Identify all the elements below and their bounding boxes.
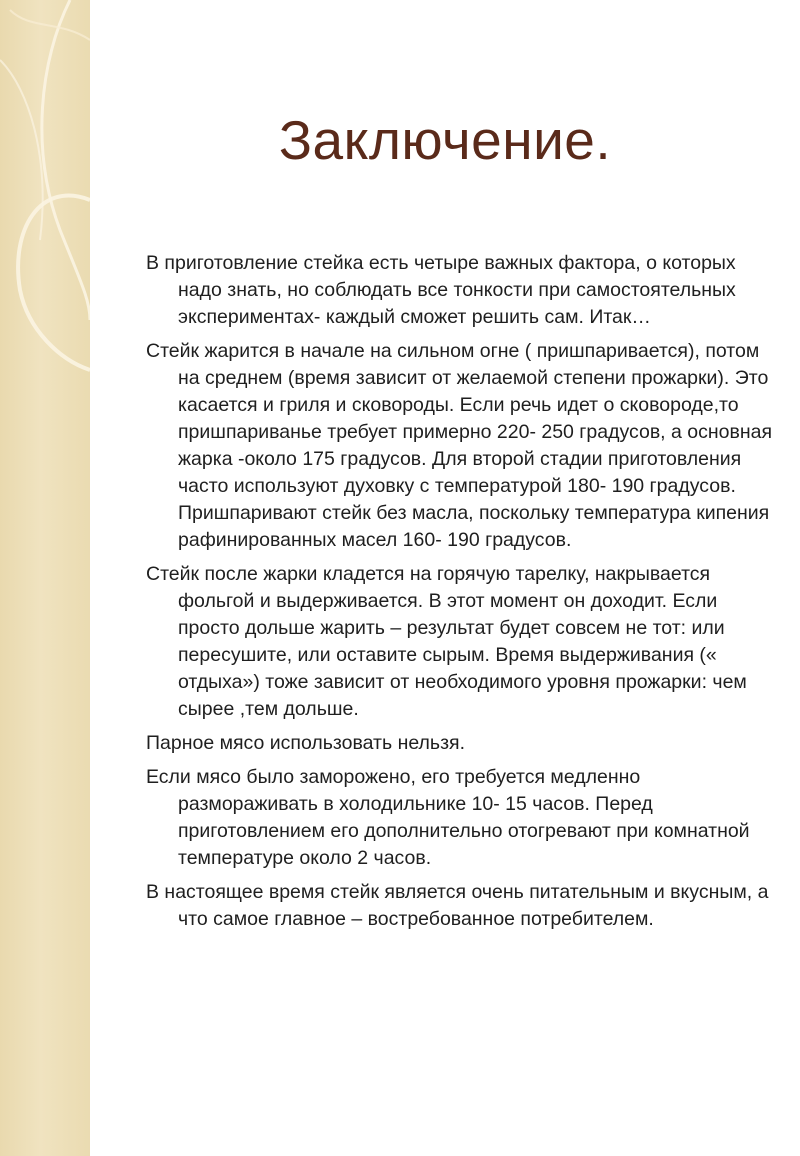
- decorative-swirl-graphic: [0, 0, 90, 1156]
- decorative-side-band: [0, 0, 90, 1156]
- body-paragraph: Стейк жарится в начале на сильном огне ( пришпаривается), потом на среднем (время зависит от желаемой степени прожарки). Это касается и гриля и сковороды. Если речь идет о сковороде,то пришпариванье требует примерно 220- 250 градусов, а основная жарка -около 175 градусов. Для второй стадии приготовления часто используют духовку с температурой 180- 190 градусов. Пришпаривают стейк без масла, поскольку температура кипения рафинированных масел 160- 190 градусов.: [146, 340, 773, 551]
- body-paragraph: Если мясо было заморожено, его требуется медленно размораживать в холодильнике 10- 15 часов. Перед приготовлением его дополнительно отогревают при комнатной температуре около 2 часов.: [146, 766, 750, 869]
- body-paragraph: Стейк после жарки кладется на горячую тарелку, накрывается фольгой и выдерживается. В этот момент он доходит. Если просто дольше жарить – результат будет совсем не тот: или пересушите, или оставите сырым. Время выдерживания (« отдыха») тоже зависит от необходимого уровня прожарки: чем сырее ,тем дольше.: [146, 563, 747, 720]
- body-paragraph: Парное мясо использовать нельзя.: [146, 732, 465, 754]
- body-paragraph: В приготовление стейка есть четыре важных фактора, о которых надо знать, но соблюдать все тонкости при самостоятельных экспериментах- каждый сможет решить сам. Итак…: [146, 252, 736, 328]
- slide-title: Заключение.: [278, 109, 612, 171]
- body-paragraph: В настоящее время стейк является очень питательным и вкусным, а что самое главное – востребованное потребителем.: [146, 881, 769, 930]
- slide-body: [146, 250, 774, 940]
